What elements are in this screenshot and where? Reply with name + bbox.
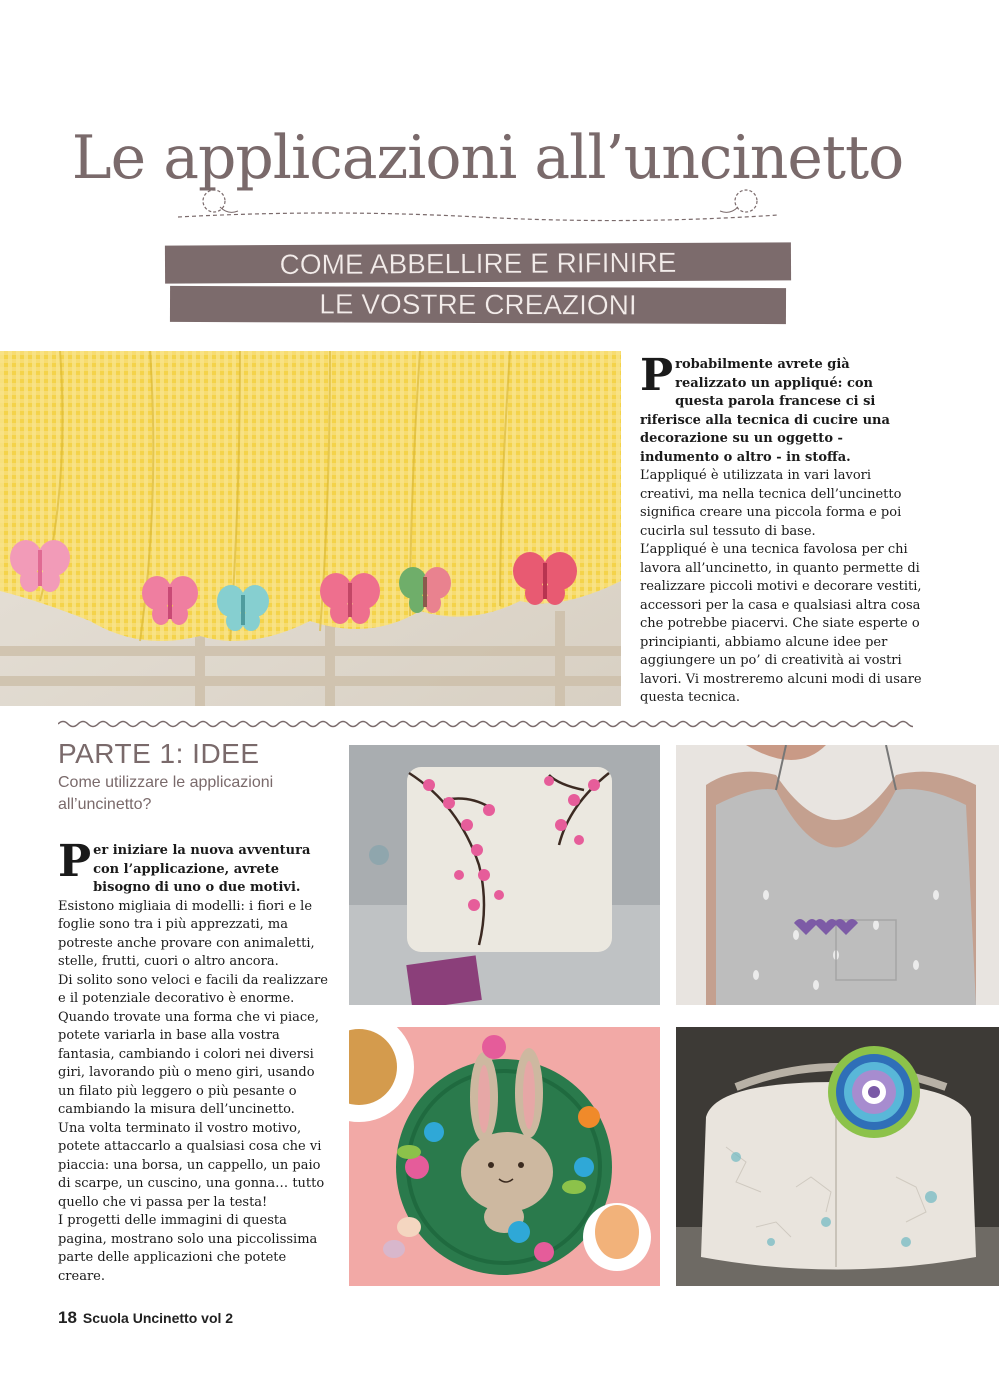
intro-text bbox=[640, 350, 925, 708]
intro-lead-paragraph bbox=[640, 350, 925, 467]
page-title: Le applicazioni all’uncinetto bbox=[71, 123, 904, 193]
section-subheading: Come utilizzare le applicazioni all’uncinetto? bbox=[58, 774, 274, 813]
subtitle-banner-2 bbox=[170, 286, 786, 324]
purse-illustration bbox=[676, 1027, 999, 1286]
skirt-butterflies-photo bbox=[0, 351, 621, 706]
body-text bbox=[58, 836, 328, 1286]
intro-dropcap: P bbox=[640, 350, 674, 401]
body-paragraph-2: Di solito sono veloci e facili da realizzare e il potenziale decorativo è enorme. bbox=[58, 972, 328, 1006]
skirt-illustration bbox=[0, 351, 621, 706]
subtitle-banner-1 bbox=[165, 242, 791, 283]
body-paragraph-1: Esistono migliaia di modelli: i fiori e le foglie sono tra i più apprezzati, ma potreste anche provare con animaletti, stelle, frutti, cuori o altro ancora. bbox=[58, 898, 315, 969]
page-footer bbox=[58, 1308, 233, 1328]
intro-paragraph-2: L’appliqué è una tecnica favolosa per chi lavora all’uncinetto, in quanto permette di realizzare piccoli motivi e decorare vestiti, accessori per la casa e qualsiasi altra cosa che potrebbe piacervi. Che siate esperte o principianti, abbiamo alcune idee per aggiungere un po’ di creatività ai vostri lavori. Vi mostreremo alcuni modi di usare questa tecnica. bbox=[640, 542, 922, 705]
bunny-mat-photo bbox=[349, 1027, 660, 1286]
body-lead-paragraph bbox=[58, 836, 328, 898]
intro-paragraph-1: L’appliqué è utilizzata in vari lavori creativi, ma nella tecnica dell’uncinetto significa creare una piccola forma e poi cucirla sul tessuto di base. bbox=[640, 468, 902, 539]
cushion-illustration bbox=[349, 745, 660, 1005]
body-dropcap: P bbox=[58, 836, 92, 887]
intro-lead: robabilmente avrete già realizzato un appliqué: con questa parola francese ci si riferisce alla tecnica di cucire una decorazione su un oggetto - indumento o altro - in stoffa. bbox=[640, 357, 890, 465]
tank-top-hearts-photo bbox=[676, 745, 999, 1005]
body-paragraph-3: Quando trovate una forma che vi piace, potete variarla in base alla vostra fantasia, cambiando i colori nei diversi giri, lavorando più o meno giri, usando un filato più leggero o più pesante o cambiando la misura dell’uncinetto. bbox=[58, 1009, 319, 1117]
tank-top-illustration bbox=[676, 745, 999, 1005]
page-number: 18 bbox=[58, 1308, 77, 1327]
cushion-blossom-photo bbox=[349, 745, 660, 1005]
section-heading: PARTE 1: IDEE bbox=[58, 738, 260, 769]
subtitle-line-2: LE VOSTRE CREAZIONI bbox=[319, 288, 637, 321]
body-paragraph-4: Una volta terminato il vostro motivo, potete attaccarlo a qualsiasi cosa che vi piaccia: una borsa, un cappello, un paio di scarpe, un cuscino, una gonna… tutto quello che vi passa per la testa! bbox=[58, 1120, 325, 1210]
bunny-illustration bbox=[349, 1027, 660, 1286]
publication-name: Scuola Uncinetto vol 2 bbox=[82, 1310, 234, 1326]
body-paragraph-5: I progetti delle immagini di questa pagina, mostrano solo una piccolissima parte delle applicazioni che potete creare. bbox=[58, 1213, 318, 1284]
title-flourish bbox=[178, 185, 778, 225]
body-lead: er iniziare la nuova avventura con l’applicazione, avrete bisogno di uno o due motivi. bbox=[93, 843, 311, 895]
wavy-divider bbox=[58, 718, 913, 730]
subtitle-line-1: COME ABBELLIRE E RIFINIRE bbox=[279, 246, 677, 281]
purse-flower-photo bbox=[676, 1027, 999, 1286]
